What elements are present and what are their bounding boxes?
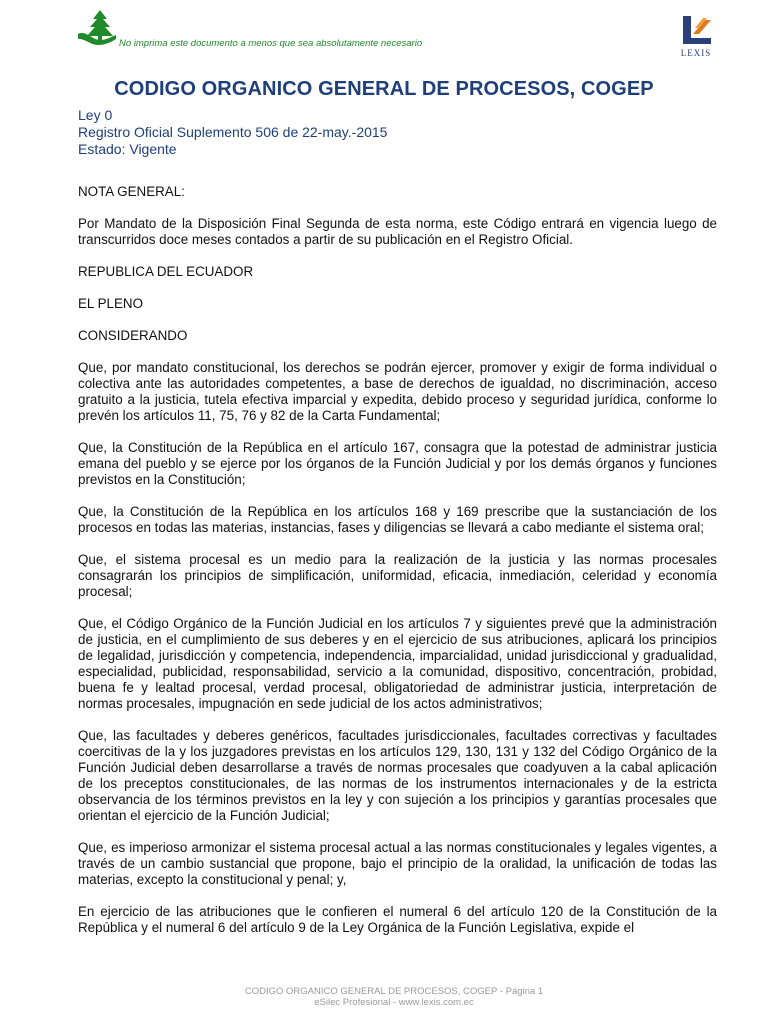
paragraph: Que, es imperioso armonizar el sistema procesal actual a las normas constitucionales y legales vigentes, a través de un cambio sustancial que propone, bajo el principio de la oralidad, la unificación de todas las materias, excepto la constitucional y penal; y, <box>78 840 717 887</box>
document-body <box>78 184 717 952</box>
lexis-logo-text: LEXIS <box>680 48 712 58</box>
footer-page-info: CODIGO ORGANICO GENERAL DE PROCESOS, COGEP - Página 1 <box>244 986 544 997</box>
footer-source: eSilec Profesional - www.lexis.com.ec <box>314 997 474 1008</box>
document-title: CODIGO ORGANICO GENERAL DE PROCESOS, COGEP <box>114 78 654 100</box>
paragraph-el-pleno: EL PLENO <box>78 296 143 311</box>
document-meta <box>78 107 387 158</box>
lexis-mark-icon <box>677 14 715 46</box>
paragraph: Que, el Código Orgánico de la Función Judicial en los artículos 7 y siguientes prevé que la administración de justicia, en el cumplimiento de sus deberes y en el ejercicio de sus atribuciones, aplicará los principios de legalidad, jurisdicción y competencia, independencia, imparcialidad, unidad jurisdiccional y gradualidad, especialidad, publicidad, responsabilidad, servicio a la comunidad, dispositivo, concentración, probidad, buena fe y lealtad procesal, verdad procesal, obligatoriedad de administrar justicia, interpretación de normas procesales, impugnación en sede judicial de los actos administrativos; <box>78 616 717 711</box>
paragraph: En ejercicio de las atribuciones que le confieren el numeral 6 del artículo 120 de la Constitución de la República y el numeral 6 del artículo 9 de la Ley Orgánica de la Función Legislativa, expide el <box>78 904 717 935</box>
paragraph: Que, la Constitución de la República en los artículos 168 y 169 prescribe que la sustanciación de los procesos en todas las materias, instancias, fases y diligencias se llevará a cabo mediante el sistema oral; <box>78 504 717 535</box>
meta-registro: Registro Oficial Suplemento 506 de 22-may.-2015 <box>78 124 388 140</box>
page-header <box>0 0 768 70</box>
paragraph-considerando: CONSIDERANDO <box>78 328 188 343</box>
paragraph: Que, las facultades y deberes genéricos, facultades jurisdiccionales, facultades correctivas y facultades coercitivas de la y los juzgadores previstas en los artículos 129, 130, 131 y 132 del Código Orgánico de la Función Judicial deben desarrollarse a través de normas procesales que coadyuven a la cabal aplicación de los preceptos constitucionales, de las normas de los instrumentos internacionales y de la estricta observancia de los términos previstos en la ley y con sujeción a los principios y garantías procesales que orientan el ejercicio de la Función Judicial; <box>78 728 717 823</box>
paragraph-republica: REPUBLICA DEL ECUADOR <box>78 264 254 279</box>
page-footer <box>0 986 768 1008</box>
paragraph-nota-general: NOTA GENERAL: <box>78 184 185 199</box>
paragraph: Que, por mandato constitucional, los derechos se podrán ejercer, promover y exigir de forma individual o colectiva ante las autoridades competentes, a base de derechos de igualdad, no discriminación, acceso gratuito a la justicia, tutela efectiva imparcial y expedita, debido proceso y seguridad jurídica, conforme lo prevén los artículos 11, 75, 76 y 82 de la Carta Fundamental; <box>78 360 717 423</box>
paragraph: Que, la Constitución de la República en el artículo 167, consagra que la potestad de administrar justicia emana del pueblo y se ejerce por los órganos de la Función Judicial y por los demás órganos y funciones previstos en la Constitución; <box>78 440 717 487</box>
paragraph: Que, el sistema procesal es un medio para la realización de la justicia y las normas procesales consagrarán los principios de simplificación, uniformidad, eficacia, inmediación, celeridad y economía procesal; <box>78 552 717 599</box>
tree-icon <box>78 10 116 46</box>
paragraph: Por Mandato de la Disposición Final Segunda de esta norma, este Código entrará en vigencia luego de transcurridos doce meses contados a partir de su publicación en el Registro Oficial. <box>78 216 717 247</box>
meta-estado: Estado: Vigente <box>78 141 177 157</box>
lexis-logo <box>671 14 721 64</box>
eco-print-notice: No imprima este documento a menos que sea absolutamente necesario <box>119 38 423 49</box>
meta-ley: Ley 0 <box>78 107 113 123</box>
